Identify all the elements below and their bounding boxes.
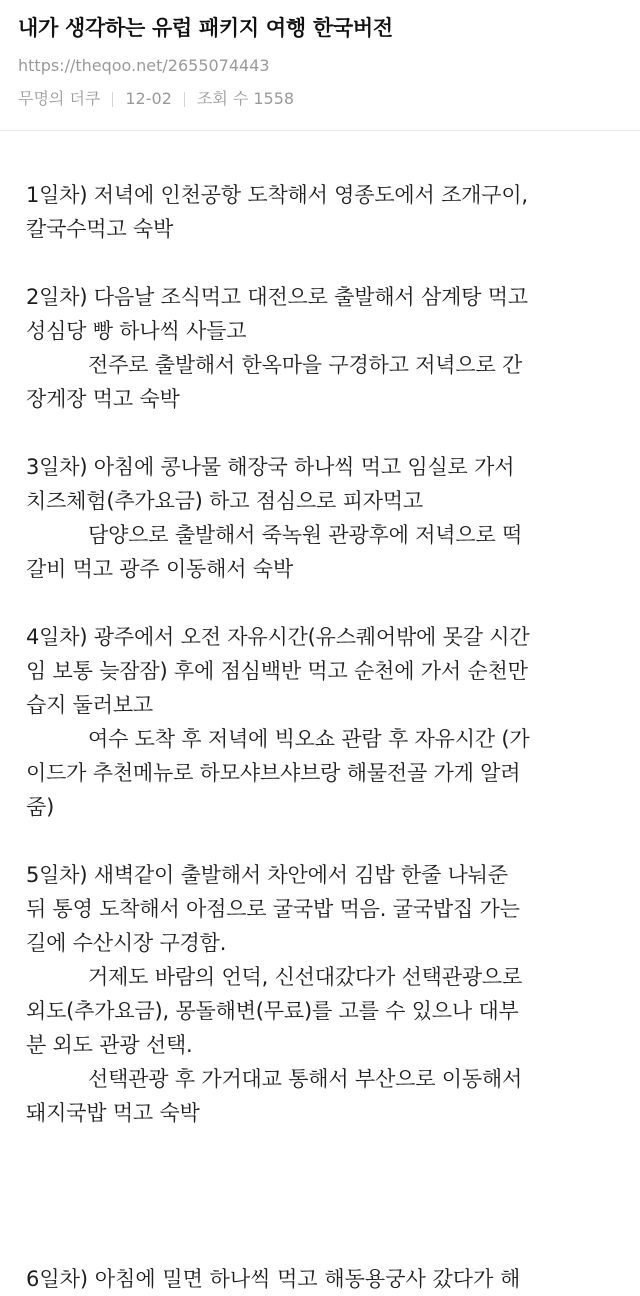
body-line: 치즈체험(추가요금) 하고 점심으로 피자먹고 bbox=[26, 489, 423, 513]
post-date: 12-02 bbox=[125, 89, 172, 108]
post-header bbox=[18, 8, 622, 114]
body-paragraph bbox=[26, 620, 618, 824]
body-line: 담양으로 출발해서 죽녹원 관광후에 저녁으로 떡 bbox=[88, 523, 523, 547]
post-title: 내가 생각하는 유럽 패키지 여행 한국버전 bbox=[18, 16, 393, 40]
body-line: 4일차) 광주에서 오전 자유시간(유스퀘어밖에 못갈 시간 bbox=[26, 625, 530, 649]
body-line: 갈비 먹고 광주 이동해서 숙박 bbox=[26, 557, 293, 581]
body-paragraph bbox=[26, 450, 618, 586]
meta-divider bbox=[112, 92, 113, 107]
post-body bbox=[26, 178, 618, 1164]
view-count-value: 1558 bbox=[253, 89, 295, 108]
post-url-link[interactable]: https://theqoo.net/2655074443 bbox=[18, 56, 270, 75]
body-paragraph bbox=[26, 178, 618, 246]
body-line: 칼국수먹고 숙박 bbox=[26, 217, 174, 241]
body-line: 장게장 먹고 숙박 bbox=[26, 387, 180, 411]
body-line: 선택관광 후 가거대교 통해서 부산으로 이동해서 bbox=[88, 1067, 523, 1091]
body-line: 성심당 빵 하나씩 사들고 bbox=[26, 319, 247, 343]
body-paragraph bbox=[26, 858, 618, 1130]
body-line: 1일차) 저녁에 인천공항 도착해서 영종도에서 조개구이, bbox=[26, 183, 528, 207]
view-count bbox=[197, 84, 294, 114]
meta-divider bbox=[184, 92, 185, 107]
body-line: 거제도 바람의 언덕, 신선대갔다가 선택관광으로 bbox=[88, 965, 523, 989]
post-meta bbox=[18, 84, 622, 114]
body-line: 길에 수산시장 구경함. bbox=[26, 931, 227, 955]
body-line: 임 보통 늦잠잠) 후에 점심백반 먹고 순천에 가서 순천만 bbox=[26, 659, 528, 683]
body-paragraph bbox=[26, 280, 618, 416]
body-cut-line: 6일차) 아침에 밀면 하나씩 먹고 해동용궁사 갔다가 해 bbox=[26, 1267, 521, 1291]
body-line: 줌) bbox=[26, 795, 55, 819]
header-divider bbox=[0, 130, 640, 131]
body-line: 5일차) 새벽같이 출발해서 차안에서 김밥 한줄 나눠준 bbox=[26, 863, 508, 887]
body-line: 돼지국밥 먹고 숙박 bbox=[26, 1101, 200, 1125]
body-line: 분 외도 관광 선택. bbox=[26, 1033, 193, 1057]
body-line: 전주로 출발해서 한옥마을 구경하고 저녁으로 간 bbox=[88, 353, 523, 377]
body-line: 3일차) 아침에 콩나물 해장국 하나씩 먹고 임실로 가서 bbox=[26, 455, 515, 479]
body-line: 습지 둘러보고 bbox=[26, 693, 153, 717]
body-line: 뒤 통영 도착해서 아점으로 굴국밥 먹음. 굴국밥집 가는 bbox=[26, 897, 520, 921]
body-line: 외도(추가요금), 몽돌해변(무료)를 고를 수 있으나 대부 bbox=[26, 999, 519, 1023]
author-name[interactable]: 무명의 더쿠 bbox=[18, 89, 101, 108]
body-line: 2일차) 다음날 조식먹고 대전으로 출발해서 삼계탕 먹고 bbox=[26, 285, 528, 309]
body-line: 이드가 추천메뉴로 하모샤브샤브랑 해물전골 가게 알려 bbox=[26, 761, 521, 785]
view-count-label: 조회 수 bbox=[196, 89, 249, 108]
body-line: 여수 도착 후 저녁에 빅오쇼 관람 후 자유시간 (가 bbox=[88, 727, 530, 751]
